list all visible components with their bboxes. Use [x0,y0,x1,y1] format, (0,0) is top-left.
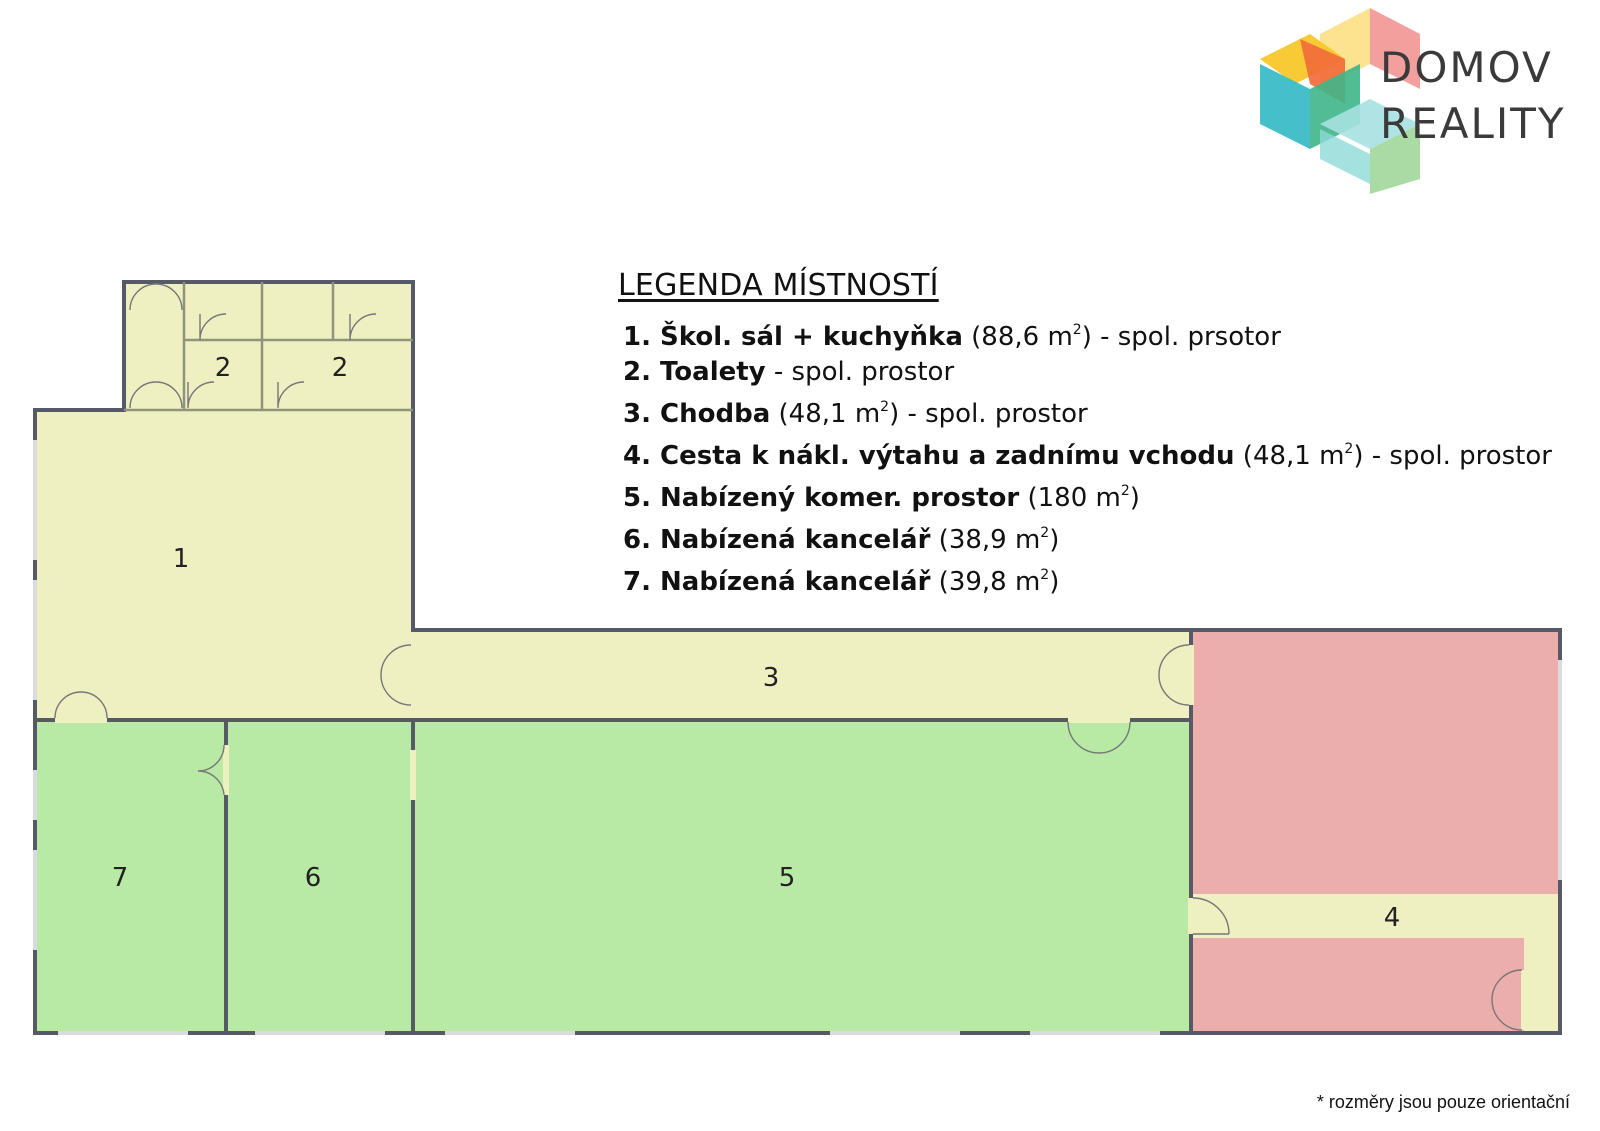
legend-item-7-area: (39,8 m [930,567,1041,597]
legend-item-3-tail: ) - spol. prostor [889,399,1088,429]
room-4-path-corridor [1191,894,1560,938]
legend-item-2-tail: - spol. prostor [765,357,955,387]
room-label-7: 7 [111,863,129,893]
legend-item-4-sup: 2 [1344,441,1354,457]
legend-item-7 [623,558,1552,600]
legend-item-3 [623,390,1552,432]
logo-line-2: REALITY [1380,99,1566,148]
logo-wordmark [1380,40,1566,152]
legend-item-1-area: (88,6 m [962,322,1073,352]
room-label-6: 6 [304,863,322,893]
legend-item-5 [623,474,1552,516]
room-4-path-side [1524,938,1560,1033]
room-4-path-lower [1191,938,1524,1033]
legend-item-3-sup: 2 [880,399,890,415]
legend-item-5-sup: 2 [1120,483,1130,499]
legend-item-2-name: 2. Toalety [623,357,766,387]
legend-item-5-name: 5. Nabízený komer. prostor [623,483,1020,513]
room-label-2a: 2 [214,353,232,383]
legend-item-5-area: (180 m [1019,483,1121,513]
legend-item-3-area: (48,1 m [770,399,881,429]
room-label-1: 1 [172,544,190,574]
room-5-commercial-space [413,720,1191,1033]
legend-item-4-area: (48,1 m [1234,441,1345,471]
legend-item-1-tail: ) - spol. prsotor [1081,322,1281,352]
logo-line-1: DOMOV [1380,43,1553,92]
legend-item-6-tail: ) [1049,525,1060,555]
room-1-school-hall [35,282,413,720]
legend-item-5-tail: ) [1129,483,1140,513]
room-label-2b: 2 [331,353,349,383]
room-7-office [35,720,226,1033]
legend-title: LEGENDA MÍSTNOSTÍ [618,268,939,303]
legend-item-4-tail: ) - spol. prostor [1353,441,1552,471]
legend-item-4-name: 4. Cesta k nákl. výtahu a zadnímu vchodu [623,441,1235,471]
legend-item-3-name: 3. Chodba [623,399,771,429]
room-legend [618,268,1552,600]
room-label-4: 4 [1383,903,1401,933]
room-label-5: 5 [778,863,796,893]
legend-item-2 [623,355,1552,390]
dimensions-footnote: * rozměry jsou pouze orientační [1316,1092,1570,1112]
room-label-3: 3 [762,663,780,693]
legend-item-6-area: (38,9 m [930,525,1041,555]
legend-item-6-name: 6. Nabízená kancelář [623,525,931,555]
room-3-corridor [413,630,1191,720]
legend-item-1 [623,313,1552,355]
legend-item-1-sup: 2 [1072,322,1082,338]
legend-item-6-sup: 2 [1040,525,1050,541]
room-4-path-upper [1191,630,1560,894]
legend-item-7-tail: ) [1049,567,1060,597]
legend-item-6 [623,516,1552,558]
legend-item-7-name: 7. Nabízená kancelář [623,567,931,597]
legend-item-4 [623,432,1552,474]
legend-item-7-sup: 2 [1040,567,1050,583]
legend-item-1-name: 1. Škol. sál + kuchyňka [623,322,963,352]
